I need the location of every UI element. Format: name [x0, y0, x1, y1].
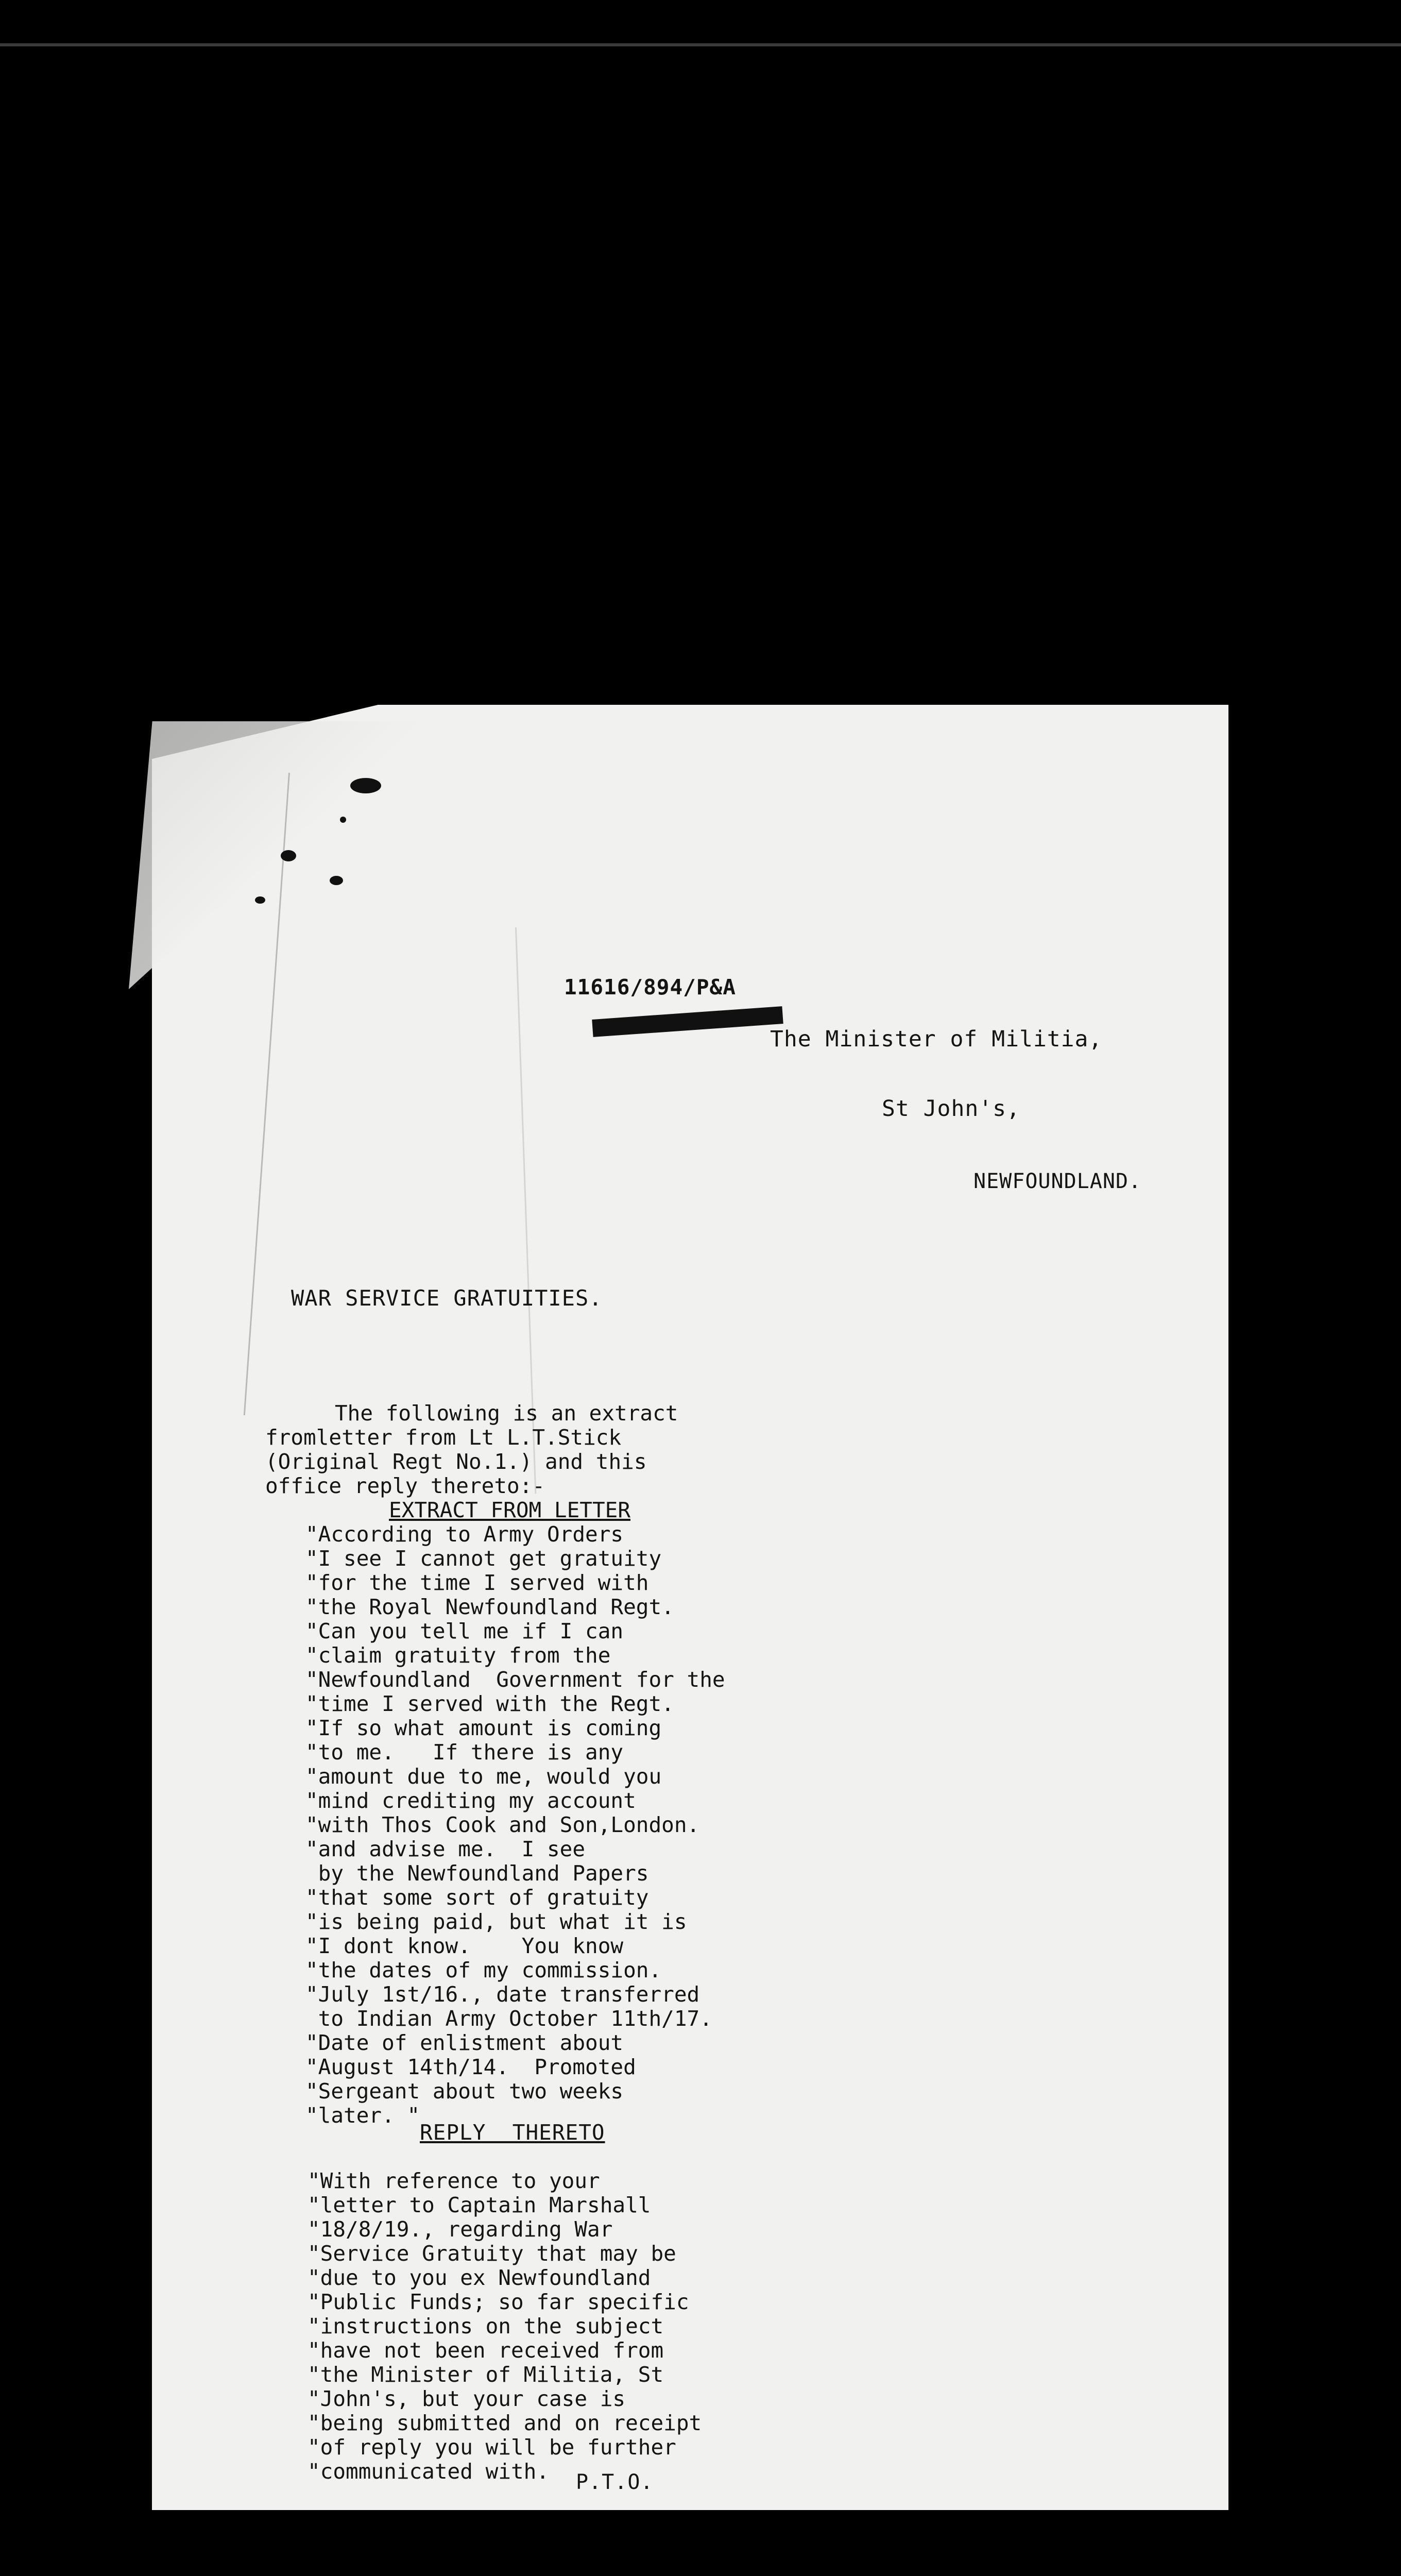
reply-line: "With reference to your [307, 2168, 600, 2193]
subject-line: WAR SERVICE GRATUITIES. [291, 1285, 603, 1311]
extract-line: "July 1st/16., date transferred [305, 1982, 700, 2007]
letter-body [265, 1401, 725, 2128]
extract-line: "mind crediting my account [305, 1788, 636, 1813]
scan-border-line [0, 43, 1401, 46]
extract-line: "amount due to me, would you [305, 1764, 662, 1789]
addressee-line-1: The Minister of Militia, [770, 1026, 1103, 1052]
intro-line: (Original Regt No.1.) and this [265, 1449, 647, 1474]
extract-line: "Newfoundland Government for the [305, 1667, 725, 1692]
extract-line: "According to Army Orders [305, 1522, 624, 1547]
ink-blot [255, 896, 265, 904]
extract-line: "is being paid, but what it is [305, 1909, 687, 1934]
reply-line: "communicated with. [307, 2459, 549, 2484]
addressee-line-3: NEWFOUNDLAND. [973, 1170, 1142, 1193]
extract-line: "that some sort of gratuity [305, 1885, 649, 1910]
extract-heading: EXTRACT FROM LETTER [389, 1498, 630, 1522]
extract-line: "to me. If there is any [305, 1740, 624, 1765]
extract-line: "the Royal Newfoundland Regt. [305, 1595, 674, 1619]
please-turn-over: P.T.O. [576, 2470, 654, 2494]
extract-line: "Sergeant about two weeks [305, 2079, 624, 2104]
reply-line: "John's, but your case is [307, 2386, 626, 2411]
extract-line: "If so what amount is coming [305, 1716, 662, 1740]
intro-line: fromletter from Lt L.T.Stick [265, 1425, 622, 1450]
ink-blot [340, 817, 346, 823]
extract-line: "I see I cannot get gratuity [305, 1546, 662, 1571]
extract-line: "claim gratuity from the [305, 1643, 611, 1668]
extract-line: "time I served with the Regt. [305, 1691, 674, 1716]
extract-line: "later. " [305, 2103, 420, 2128]
reply-line: "the Minister of Militia, St [307, 2362, 664, 2387]
extract-line: "with Thos Cook and Son,London. [305, 1812, 700, 1837]
ink-blot [350, 778, 381, 793]
extract-line: "I dont know. You know [305, 1934, 624, 1958]
reply-heading: REPLY THERETO [420, 2120, 605, 2145]
ink-blot [330, 876, 343, 885]
reply-line: "18/8/19., regarding War [307, 2217, 613, 2242]
extract-line: "and advise me. I see [305, 1837, 586, 1861]
reply-line: "being submitted and on receipt [307, 2411, 702, 2435]
reply-line: "due to you ex Newfoundland [307, 2265, 651, 2290]
addressee-line-2: St John's, [882, 1096, 1020, 1122]
reply-block [307, 2169, 702, 2484]
reply-line: "Public Funds; so far specific [307, 2290, 689, 2314]
extract-line: by the Newfoundland Papers [305, 1861, 649, 1886]
extract-line: "August 14th/14. Promoted [305, 2055, 636, 2079]
extract-line: "for the time I served with [305, 1570, 649, 1595]
reply-line: "letter to Captain Marshall [307, 2193, 651, 2217]
extract-line: "Can you tell me if I can [305, 1619, 624, 1643]
extract-line: "Date of enlistment about [305, 2030, 624, 2055]
intro-line: office reply thereto:- [265, 1473, 545, 1498]
intro-line: The following is an extract [335, 1401, 678, 1426]
file-reference: 11616/894/P&A [564, 975, 736, 999]
reply-line: "instructions on the subject [307, 2314, 664, 2338]
reply-line: "Service Gratuity that may be [307, 2241, 676, 2266]
extract-line: to Indian Army October 11th/17. [305, 2006, 712, 2031]
reply-line: "of reply you will be further [307, 2435, 676, 2460]
ink-blot [281, 850, 296, 861]
extract-line: "the dates of my commission. [305, 1958, 662, 1982]
reply-line: "have not been received from [307, 2338, 664, 2363]
extract-block [265, 1522, 725, 2128]
